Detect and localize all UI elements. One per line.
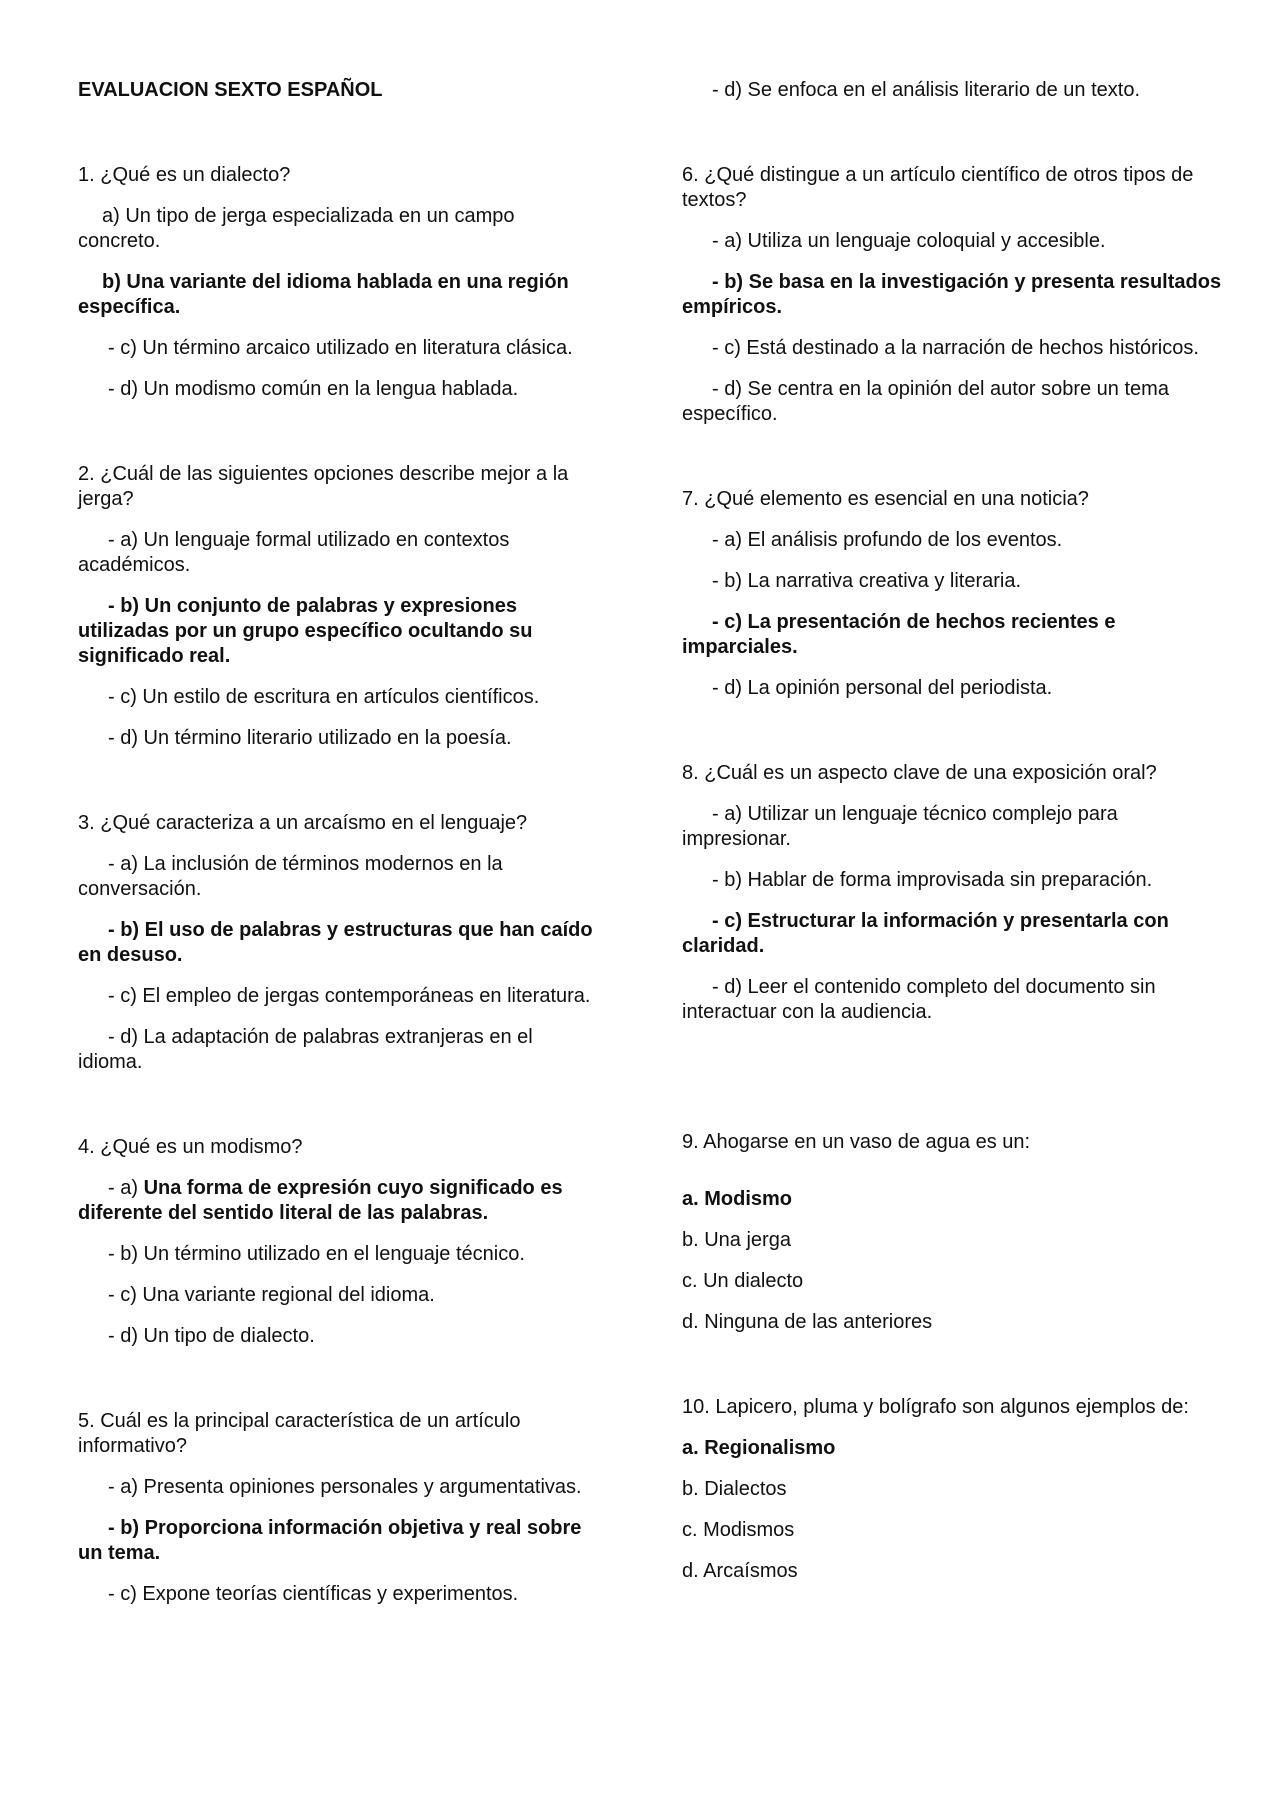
question-4-option-d: - d) Un tipo de dialecto.	[108, 1325, 315, 1347]
question-7-option-d: - d) La opinión personal del periodista.	[712, 677, 1053, 699]
question-2-option-d: - d) Un término literario utilizado en la poesía.	[108, 727, 512, 749]
question-5-option-a: - a) Presenta opiniones personales y argumentativas.	[108, 1476, 582, 1498]
question-1-text: 1. ¿Qué es un dialecto?	[78, 164, 291, 186]
question-2-text: 2. ¿Cuál de las siguientes opciones describe mejor a la jerga?	[78, 463, 569, 510]
question-4	[78, 1135, 598, 1349]
question-10	[682, 1395, 1222, 1584]
question-7-option-c-correct: - c) La presentación de hechos recientes e imparciales.	[682, 611, 1116, 658]
question-7	[682, 487, 1222, 701]
question-5-text: 5. Cuál es la principal característica de un artículo informativo?	[78, 1410, 521, 1457]
question-6-option-d: - d) Se centra en la opinión del autor sobre un tema específico.	[682, 378, 1169, 425]
question-10-option-a-correct: a. Regionalismo	[682, 1437, 836, 1459]
question-9-option-b: b. Una jerga	[682, 1229, 791, 1251]
question-2-option-b-correct: - b) Un conjunto de palabras y expresiones utilizadas por un grupo específico ocultando su significado real.	[78, 595, 533, 667]
left-column	[78, 78, 598, 1607]
question-3-option-d: - d) La adaptación de palabras extranjeras en el idioma.	[78, 1026, 533, 1073]
question-8-option-a: - a) Utilizar un lenguaje técnico complejo para impresionar.	[682, 803, 1118, 850]
question-4-option-a-correct	[78, 1176, 598, 1226]
question-3	[78, 811, 598, 1075]
question-6	[682, 163, 1222, 427]
question-2-option-c: - c) Un estilo de escritura en artículos científicos.	[108, 686, 540, 708]
question-5-option-b-correct: - b) Proporciona información objetiva y real sobre un tema.	[78, 1517, 582, 1564]
question-6-option-c: - c) Está destinado a la narración de hechos históricos.	[712, 337, 1199, 359]
question-3-option-b-correct: - b) El uso de palabras y estructuras que han caído en desuso.	[78, 919, 593, 966]
question-2	[78, 462, 598, 751]
question-4-option-a-prefix: - a)	[108, 1177, 144, 1199]
question-8-text: 8. ¿Cuál es un aspecto clave de una exposición oral?	[682, 762, 1157, 784]
question-4-option-c: - c) Una variante regional del idioma.	[108, 1284, 435, 1306]
question-3-option-c: - c) El empleo de jergas contemporáneas en literatura.	[108, 985, 591, 1007]
question-1-option-c: - c) Un término arcaico utilizado en literatura clásica.	[108, 337, 573, 359]
question-1-option-d: - d) Un modismo común en la lengua hablada.	[108, 378, 519, 400]
question-2-option-a: - a) Un lenguaje formal utilizado en contextos académicos.	[78, 529, 510, 576]
question-3-text: 3. ¿Qué caracteriza a un arcaísmo en el lenguaje?	[78, 812, 528, 834]
question-9	[682, 1130, 1222, 1335]
question-5-option-c: - c) Expone teorías científicas y experimentos.	[108, 1583, 519, 1605]
question-6-text: 6. ¿Qué distingue a un artículo científico de otros tipos de textos?	[682, 164, 1194, 211]
question-1-option-b-correct: b) Una variante del idioma hablada en una región específica.	[78, 271, 569, 318]
question-7-text: 7. ¿Qué elemento es esencial en una noticia?	[682, 488, 1089, 510]
question-9-text: 9. Ahogarse en un vaso de agua es un:	[682, 1131, 1031, 1153]
question-9-option-c: c. Un dialecto	[682, 1270, 804, 1292]
question-7-option-a: - a) El análisis profundo de los eventos.	[712, 529, 1063, 551]
question-5	[78, 1409, 598, 1607]
question-9-option-d: d. Ninguna de las anteriores	[682, 1311, 933, 1333]
question-10-option-c: c. Modismos	[682, 1519, 795, 1541]
question-10-option-d: d. Arcaísmos	[682, 1560, 798, 1582]
question-4-option-b: - b) Un término utilizado en el lenguaje técnico.	[108, 1243, 525, 1265]
question-10-option-b: b. Dialectos	[682, 1478, 787, 1500]
question-9-option-a-correct: a. Modismo	[682, 1188, 793, 1210]
question-10-text: 10. Lapicero, pluma y bolígrafo son algunos ejemplos de:	[682, 1396, 1189, 1418]
question-5-option-d: - d) Se enfoca en el análisis literario de un texto.	[712, 79, 1141, 101]
question-8-option-c-correct: - c) Estructurar la información y presentarla con claridad.	[682, 910, 1169, 957]
question-6-option-a: - a) Utiliza un lenguaje coloquial y accesible.	[712, 230, 1106, 252]
page-title: EVALUACION SEXTO ESPAÑOL	[78, 79, 383, 101]
question-8	[682, 761, 1222, 1025]
question-1	[78, 163, 598, 402]
question-4-text: 4. ¿Qué es un modismo?	[78, 1136, 303, 1158]
question-6-option-b-correct: - b) Se basa en la investigación y presenta resultados empíricos.	[682, 271, 1222, 318]
question-1-option-a: a) Un tipo de jerga especializada en un campo concreto.	[78, 205, 515, 252]
question-8-option-b: - b) Hablar de forma improvisada sin preparación.	[712, 869, 1153, 891]
right-column	[682, 78, 1222, 1584]
question-8-option-d: - d) Leer el contenido completo del documento sin interactuar con la audiencia.	[682, 976, 1156, 1023]
question-7-option-b: - b) La narrativa creativa y literaria.	[712, 570, 1022, 592]
question-4-option-a-text: Una forma de expresión cuyo significado es diferente del sentido literal de las palabras.	[78, 1177, 563, 1224]
question-3-option-a: - a) La inclusión de términos modernos en la conversación.	[78, 853, 503, 900]
